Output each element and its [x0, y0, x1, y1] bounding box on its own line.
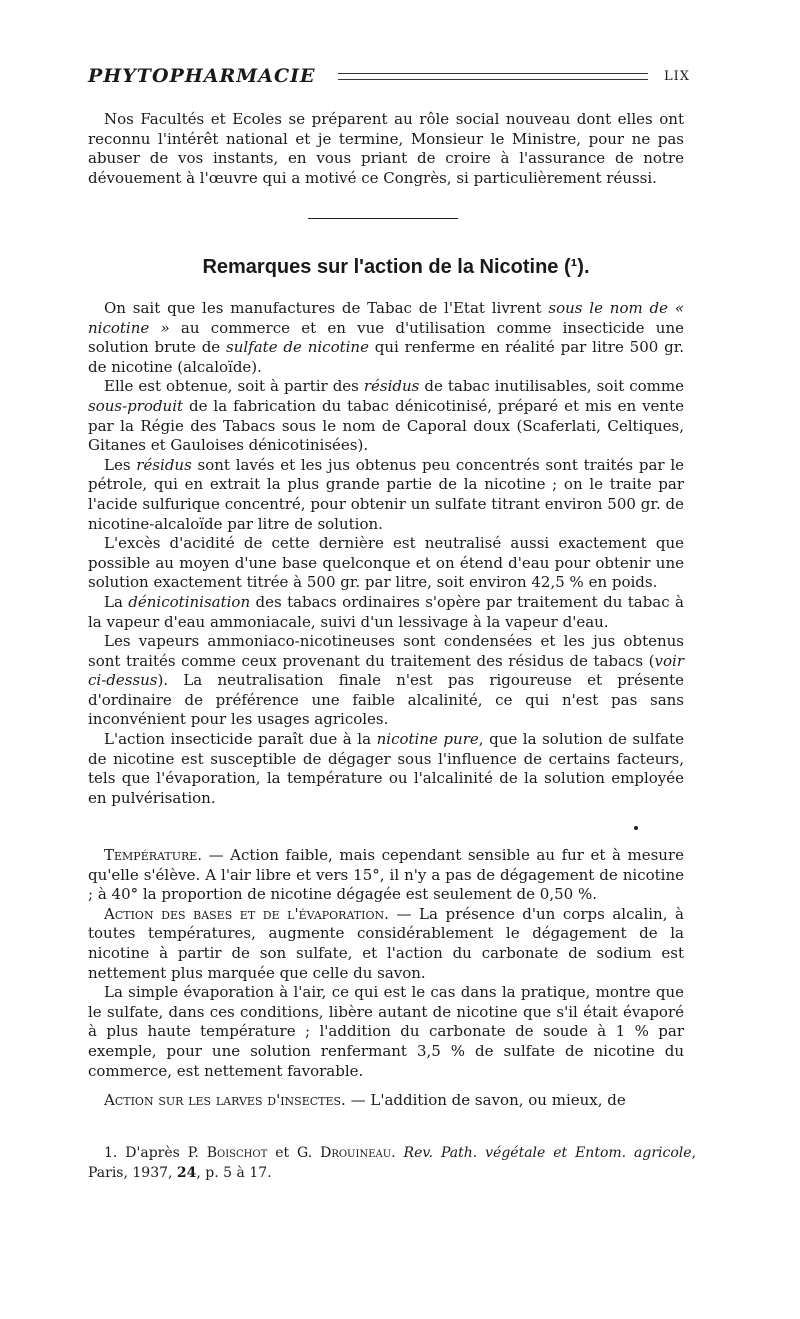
author-name: Drouineau — [320, 1145, 392, 1161]
paragraph — [88, 456, 684, 534]
paragraph: La simple évaporation à l'air, ce qui est le cas dans la pratique, montre que le sulfate, dans ces conditions, libère autant de nicotine que s'il était évaporé à plus haute température ; l'addition du carbonate de soude à 1 % par exemple, pour une solution renfermant 3,5 % de sulfate de nicotine du commerce, est nettement favorable. — [88, 983, 684, 1080]
running-title: PHYTOPHARMACIE — [88, 65, 316, 87]
text-italic: sous le nom de « nicotine » — [88, 299, 685, 337]
text: La — [104, 592, 129, 611]
text: — La présence d'un corps alcalin, à toutes températures, augmente considérablement le dégagement de la nicotine à partir de son sulfate, et l'action du carbonate de sodium est nettement plus marquée que celle du savon. — [88, 904, 684, 982]
article-body — [88, 299, 684, 808]
section-temperature — [88, 846, 684, 905]
closing-paragraph: Nos Facultés et Ecoles se préparent au rôle social nouveau dont elles ont reconnu l'intérêt national et je termine, Monsieur le Ministre, pour ne pas abuser de vos instants, en vous priant de croire à l'assurance de notre dévouement à l'œuvre qui a motivé ce Congrès, si particulièrement réussi. — [88, 110, 684, 187]
section-bases — [88, 905, 684, 983]
section-heading: Action des bases et de l'évaporation. — [104, 904, 389, 923]
text: — Action faible, mais cependant sensible au fur et à mesure qu'elle s'élève. A l'air libre et vers 15°, il n'y a pas de dégagement de nicotine ; à 40° la proportion de nicotine dégagée est seulement de 0,50 %. — [88, 846, 684, 904]
text: . — [391, 1145, 404, 1161]
section-larves — [88, 1091, 684, 1111]
paragraph — [88, 632, 684, 730]
section-heading: Action sur les larves d'insectes. — [104, 1091, 346, 1110]
text: On sait que les manufactures de Tabac de l'Etat livrent — [104, 299, 549, 317]
footnote-text — [88, 1144, 696, 1183]
running-header — [88, 62, 690, 90]
paragraph — [88, 377, 684, 455]
section-heading: Température. — [104, 846, 203, 864]
text: au commerce et en vue d'utilisation comme insecticide une solution brute de — [88, 318, 685, 357]
text: des tabacs ordinaires s'opère par traitement du tabac à la vapeur d'eau ammoniacale, suivi d'un lessivage à la vapeur d'eau. — [88, 592, 684, 631]
ink-speck — [634, 826, 638, 830]
text: , p. 5 à 17. — [196, 1164, 272, 1181]
text: sont lavés et les jus obtenus peu concentrés sont traités par le pétrole, qui en extrait la plus grande partie de la nicotine ; on le traite par l'acide sulfurique concentré, pour obtenir un sulfate titrant environ 500 gr. de nicotine-alcaloïde par litre de solution. — [88, 455, 684, 533]
text: — L'addition de savon, ou mieux, de — [345, 1091, 626, 1110]
text: Les vapeurs ammoniaco-nicotineuses sont condensées et les jus obtenus sont traités comme ceux provenant du traitement des résidus de tabacs ( — [88, 632, 684, 670]
article-title-text: Remarques sur l'action de la Nicotine — [202, 256, 559, 278]
journal-title: Rev. Path. végétale et Entom. agricole — [403, 1145, 692, 1161]
text: 1. D'après P. — [104, 1145, 207, 1161]
paragraph: L'excès d'acidité de cette dernière est neutralisé aussi exactement que possible au moyen d'une base quelconque et on étend d'eau pour obtenir une solution exactement titrée à 500 gr. par litre, soit environ 42,5 % en poids. — [88, 534, 684, 592]
header-rule — [338, 73, 648, 80]
closing-speech — [88, 110, 684, 188]
article-title — [88, 256, 704, 279]
text-italic: dénicotinisation — [128, 592, 251, 611]
page-number: LIX — [663, 68, 690, 84]
author-name: Boischot — [206, 1145, 268, 1161]
text-italic: sous-produit — [88, 396, 184, 415]
text: de la fabrication du tabac dénicotinisé, préparé et mis en vente par la Régie des Tabacs sous le nom de Caporal doux (Scaferlati, Celtiques, Gitanes et Gauloises dénicotinisées). — [88, 396, 684, 455]
text-italic: voir ci-dessus — [88, 651, 684, 690]
text: , que la solution de sulfate de nicotine est susceptible de dégager sous l'influence de certains facteurs, tels que l'évaporation, la température ou l'alcalinité de la solution employée en pulvérisation. — [88, 730, 684, 807]
article-title-note: (¹). — [563, 256, 590, 278]
text: qui renferme en réalité par litre 500 gr. de nicotine (alcaloïde). — [88, 338, 684, 376]
text: Les — [104, 455, 137, 474]
text-italic: résidus — [136, 455, 192, 474]
text: L'action insecticide paraît due à la — [104, 730, 377, 749]
text-italic: sulfate de nicotine — [226, 338, 369, 357]
paragraph — [88, 730, 684, 808]
text: , Paris, 1937, — [88, 1145, 697, 1181]
text: Elle est obtenue, soit à partir des — [104, 377, 364, 396]
text-italic: nicotine pure — [376, 730, 479, 749]
text: de tabac inutilisables, soit comme — [419, 377, 684, 396]
volume-number: 24 — [176, 1164, 197, 1181]
article-sections — [88, 846, 684, 1111]
paragraph — [88, 593, 684, 632]
text-italic: résidus — [363, 377, 420, 396]
footnote — [88, 1144, 696, 1183]
text: et G. — [267, 1145, 321, 1161]
text: ). La neutralisation finale n'est pas rigoureuse et présente d'ordinaire de préférence une faible alcalinité, ce qui n'est pas sans inconvénient pour les usages agricoles. — [88, 671, 684, 729]
paragraph — [88, 299, 684, 377]
section-separator — [308, 218, 458, 219]
